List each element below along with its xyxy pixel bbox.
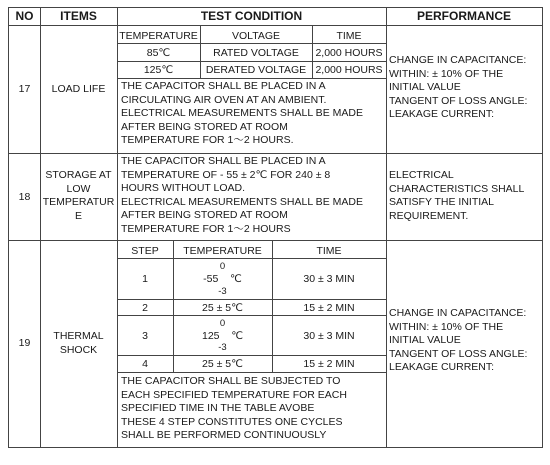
sub-header-temperature: TEMPERATURE <box>183 245 262 257</box>
cell-step: 1 <box>142 273 148 285</box>
row-number: 18 <box>18 191 31 203</box>
cell-step: 3 <box>142 330 148 342</box>
rule <box>386 7 387 448</box>
text-line: LEAKAGE CURRENT: <box>389 361 495 374</box>
cell-time: 15 ± 2 MIN <box>303 358 355 370</box>
rule <box>8 447 543 448</box>
condition-text <box>121 155 385 237</box>
cell-step: 4 <box>142 358 148 370</box>
text-line: ELECTRICAL <box>389 169 454 181</box>
cell-temperature: 125 ℃ <box>202 330 243 342</box>
header-items: ITEMS <box>60 9 97 23</box>
sub-header-voltage: VOLTAGE <box>231 30 281 42</box>
text-line: TEMPERATURE OF - 55 ± 2℃ FOR 240 ± 8 <box>121 168 331 181</box>
cell-temperature: -55 ℃ <box>203 273 242 285</box>
text-line: CHARACTERISTICS SHALL <box>389 182 525 195</box>
rule <box>40 7 41 448</box>
text-line: TANGENT OF LOSS ANGLE: <box>389 347 528 360</box>
text-line: AFTER BEING STORED AT ROOM <box>121 120 288 133</box>
rule <box>8 25 543 26</box>
text-line: THE CAPACITOR SHALL BE PLACED IN A <box>121 80 326 92</box>
text-line: LOW <box>66 182 91 195</box>
sub-header-temperature: TEMPERATURE <box>119 30 198 42</box>
performance-text <box>389 307 541 375</box>
temperature-lower-tolerance: -3 <box>218 286 227 297</box>
cell-time: 15 ± 2 MIN <box>303 302 355 314</box>
cell-temperature: 85℃ <box>146 47 171 59</box>
text-line: SPECIFIED TIME IN THE TABLE AVOBE <box>121 402 315 415</box>
rule <box>117 299 386 300</box>
cell-time: 30 ± 3 MIN <box>303 330 355 342</box>
rule <box>117 61 386 62</box>
rule <box>8 7 543 8</box>
condition-text <box>121 80 385 148</box>
rule <box>8 153 543 154</box>
cell-voltage: RATED VOLTAGE <box>213 47 299 59</box>
performance-text <box>389 54 541 122</box>
rule <box>542 7 543 448</box>
condition-text <box>121 375 385 443</box>
text-line: SATISFY THE INITIAL <box>389 196 495 209</box>
text-line: LEAKAGE CURRENT: <box>389 108 495 121</box>
text-line: TEMPERATURE FOR 1～2 HOURS <box>121 222 291 235</box>
cell-time: 2,000 HOURS <box>315 47 383 59</box>
rule <box>8 7 9 448</box>
text-line: AFTER BEING STORED AT ROOM <box>121 209 288 222</box>
row-number: 17 <box>18 83 31 95</box>
sub-header-step: STEP <box>131 245 159 257</box>
item-name <box>40 330 117 357</box>
cell-temperature: 25 ± 5℃ <box>202 358 243 370</box>
text-line: INITIAL VALUE <box>389 334 461 347</box>
temperature-upper-tolerance: 0 <box>219 318 226 329</box>
text-line: WITHIN: ± 10% OF THE <box>389 67 504 80</box>
cell-step: 2 <box>142 302 148 314</box>
rule <box>8 240 543 241</box>
temperature-upper-tolerance: 0 <box>219 261 226 272</box>
text-line: EACH SPECIFIED TEMPERATURE FOR EACH <box>121 388 347 401</box>
text-line: E <box>74 209 82 222</box>
text-line: THE CAPACITOR SHALL BE SUBJECTED TO <box>121 375 341 387</box>
rule <box>117 355 386 356</box>
row-number: 19 <box>18 337 31 349</box>
header-performance: PERFORMANCE <box>416 9 511 23</box>
text-line: THERMAL <box>53 330 104 342</box>
rule <box>117 258 386 259</box>
text-line: HOURS WITHOUT LOAD. <box>121 182 246 195</box>
cell-voltage: DERATED VOLTAGE <box>205 64 307 76</box>
temperature-lower-tolerance: -3 <box>218 342 227 353</box>
cell-temperature: 125℃ <box>143 64 174 76</box>
item-name <box>40 169 117 223</box>
rule <box>117 78 386 79</box>
rule <box>117 43 386 44</box>
sub-header-time: TIME <box>316 245 342 257</box>
text-line: SHALL BE PERFORMED CONTINUOUSLY <box>121 429 327 442</box>
rule <box>117 315 386 316</box>
text-line: ELECTRICAL MEASUREMENTS SHALL BE MADE <box>121 107 363 120</box>
cell-temperature: 25 ± 5℃ <box>202 302 243 314</box>
text-line: CHANGE IN CAPACITANCE: <box>389 54 527 66</box>
cell-time: 30 ± 3 MIN <box>303 273 355 285</box>
cell-time: 2,000 HOURS <box>315 64 383 76</box>
text-line: TANGENT OF LOSS ANGLE: <box>389 94 528 107</box>
text-line: REQUIREMENT. <box>389 209 469 222</box>
header-no: NO <box>15 9 34 23</box>
text-line: INITIAL VALUE <box>389 81 461 94</box>
item-name: LOAD LIFE <box>51 83 106 95</box>
text-line: SHOCK <box>59 343 98 356</box>
sub-header-time: TIME <box>336 30 362 42</box>
text-line: CIRCULATING AIR OVEN AT AN AMBIENT. <box>121 93 327 106</box>
rule <box>117 372 386 373</box>
text-line: STORAGE AT <box>45 169 112 181</box>
text-line: THE CAPACITOR SHALL BE PLACED IN A <box>121 155 326 167</box>
text-line: CHANGE IN CAPACITANCE: <box>389 307 527 319</box>
text-line: ELECTRICAL MEASUREMENTS SHALL BE MADE <box>121 195 363 208</box>
header-test-condition: TEST CONDITION <box>200 9 303 23</box>
text-line: TEMPERATURE FOR 1～2 HOURS. <box>121 134 294 147</box>
text-line: WITHIN: ± 10% OF THE <box>389 320 504 333</box>
text-line: TEMPERATUR <box>42 196 115 209</box>
performance-text <box>389 169 541 223</box>
text-line: THESE 4 STEP CONSTITUTES ONE CYCLES <box>121 415 343 428</box>
